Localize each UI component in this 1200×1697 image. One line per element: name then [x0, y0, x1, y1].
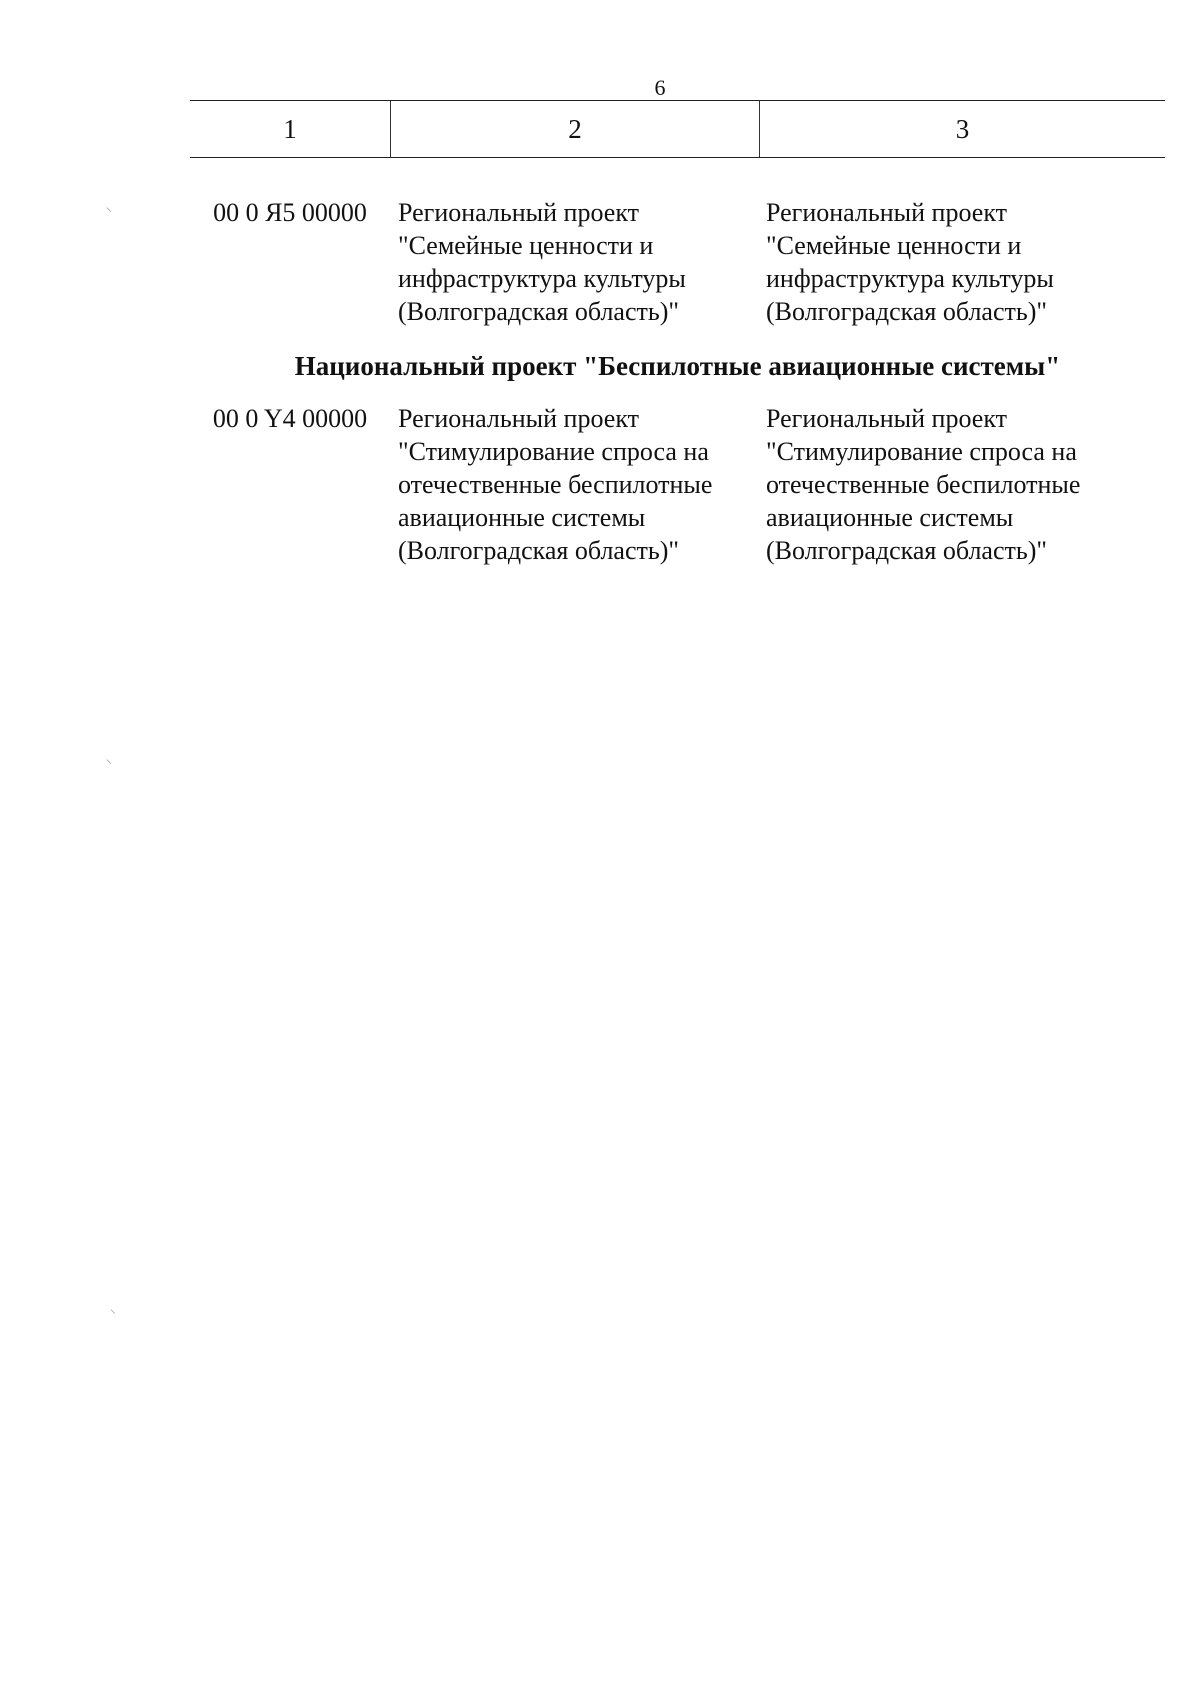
header-cell-2: 2 [391, 101, 760, 157]
text-line: инфраструктура культуры [766, 264, 1054, 293]
text-line: (Волгоградская область)" [766, 536, 1047, 565]
row-code: 00 0 Y4 00000 [212, 404, 368, 433]
text-line: "Семейные ценности и [766, 231, 1022, 260]
table-header [190, 100, 1165, 158]
text-line: Региональный проект [398, 404, 639, 433]
row-name-col2 [390, 402, 758, 567]
text-line: (Волгоградская область)" [398, 297, 679, 326]
text-line: (Волгоградская область)" [766, 297, 1047, 326]
section-heading: Национальный проект "Беспилотные авиационные системы" [294, 351, 1061, 381]
row-name-col3 [758, 402, 1165, 567]
text-line: (Волгоградская область)" [398, 536, 679, 565]
header-cell-1: 1 [190, 101, 391, 157]
page-number: 6 [654, 75, 666, 100]
text-line: Региональный проект [766, 198, 1007, 227]
text-line: авиационные системы [398, 503, 646, 532]
text-line: "Стимулирование спроса на [766, 437, 1077, 466]
table-row [190, 196, 1165, 328]
text-line: отечественные беспилотные [398, 470, 713, 499]
text-line: Региональный проект [398, 198, 639, 227]
scan-speck: ⸌ [110, 1307, 117, 1321]
row-code: 00 0 Я5 00000 [213, 198, 367, 227]
text-line: отечественные беспилотные [766, 470, 1081, 499]
scan-speck: ⸌ [106, 757, 113, 771]
text-line: "Семейные ценности и [398, 231, 654, 260]
row-name-col2 [390, 196, 758, 328]
row-name-col3 [758, 196, 1165, 328]
text-line: "Стимулирование спроса на [398, 437, 709, 466]
text-line: Региональный проект [766, 404, 1007, 433]
table-row [190, 402, 1165, 567]
text-line: авиационные системы [766, 503, 1014, 532]
text-line: инфраструктура культуры [398, 264, 686, 293]
scan-speck: ⸌ [106, 205, 113, 219]
header-cell-3: 3 [955, 113, 970, 144]
